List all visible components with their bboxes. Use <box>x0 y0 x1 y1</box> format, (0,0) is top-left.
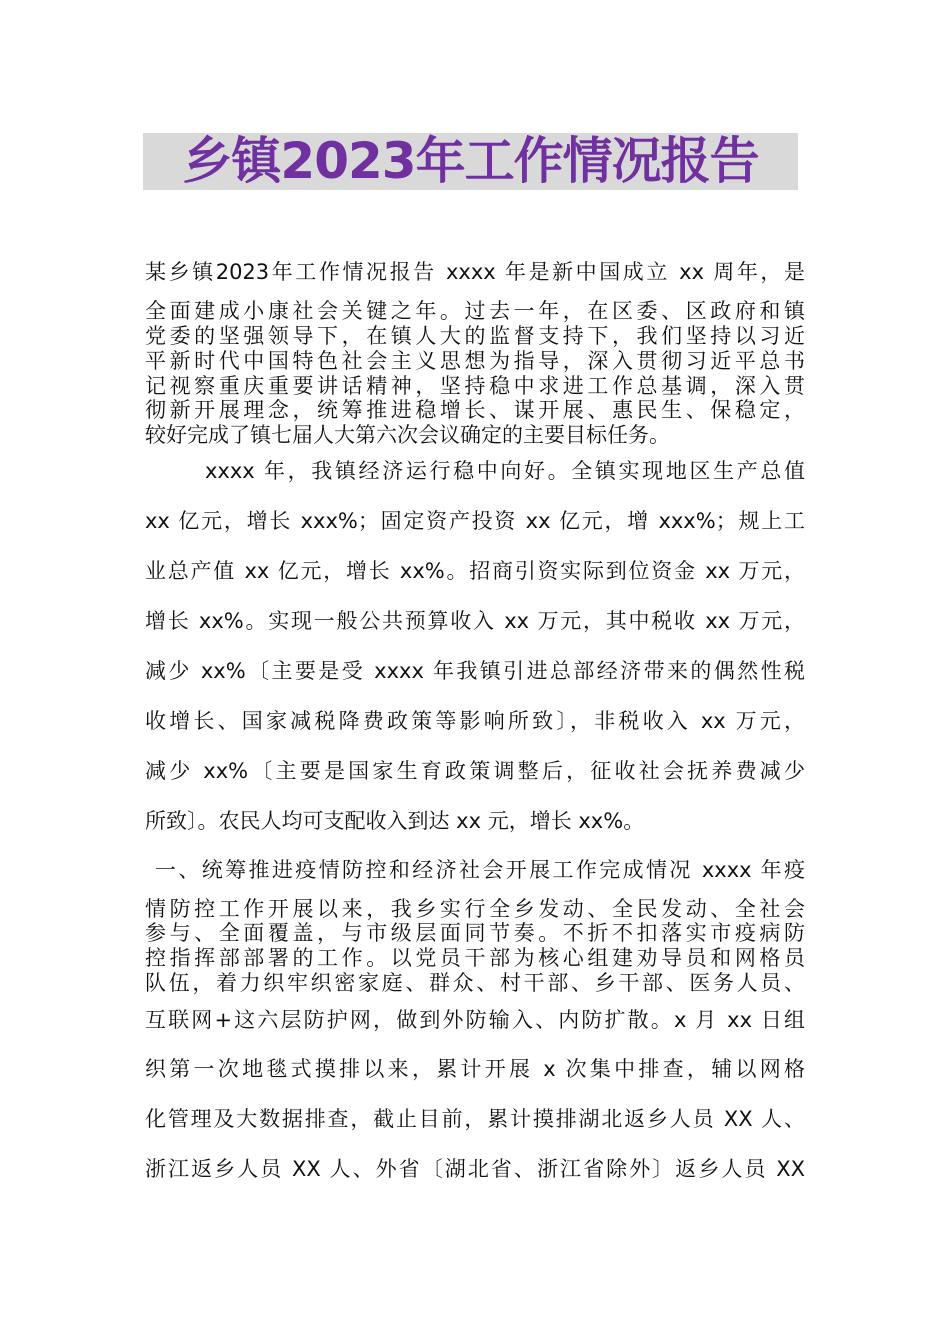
text-line: 业总产值 xx 亿元，增长 xx%。招商引资实际到位资金 xx 万元， <box>145 559 805 583</box>
text-line: xx 亿元，增长 xxx%；固定资产投资 xx 亿元，增 xxx%；规上工 <box>145 509 805 533</box>
text-line: 平新时代中国特色社会主义思想为指导，深入贯彻习近平总书 <box>145 349 805 373</box>
text-line: 参与、全面覆盖，与市级层面同节奏。不折不扣落实市疫病防 <box>145 921 805 945</box>
text-line: 彻新开展理念，统筹推进稳增长、谋开展、惠民生、保稳定， <box>145 398 805 422</box>
text-line: 互联网+这六层防护网，做到外防输入、内防扩散。x 月 xx 日组 <box>145 1008 805 1032</box>
document-title: 乡镇2023年工作情况报告 <box>143 133 798 190</box>
text-line: 某乡镇2023年工作情况报告 xxxx 年是新中国成立 xx 周年，是 <box>145 260 805 284</box>
text-line: 党委的坚强领导下，在镇人大的监督支持下，我们坚持以习近 <box>145 324 805 348</box>
text-line: 减少 xx%〔主要是受 xxxx 年我镇引进总部经济带来的偶然性税 <box>145 659 805 683</box>
text-line: 队伍，着力织牢织密家庭、群众、村干部、乡干部、医务人员、 <box>145 971 805 995</box>
text-line: 较好完成了镇七届人大第六次会议确定的主要目标任务。 <box>145 423 670 447</box>
text-line: 一、统筹推进疫情防控和经济社会开展工作完成情况 xxxx 年疫 <box>155 858 805 882</box>
text-line: 化管理及大数据排查，截止目前，累计摸排湖北返乡人员 XX 人、 <box>145 1107 805 1131</box>
text-line: 收增长、国家减税降费政策等影响所致〕，非税收入 xx 万元， <box>145 709 805 733</box>
text-line: 所致〕。农民人均可支配收入到达 xx 元，增长 xx%。 <box>145 809 645 833</box>
text-line: 控指挥部部署的工作。以党员干部为核心组建劝导员和网格员 <box>145 946 805 970</box>
text-line: 情防控工作开展以来，我乡实行全乡发动、全民发动、全社会 <box>145 897 805 921</box>
text-line: 记视察重庆重要讲话精神，坚持稳中求进工作总基调，深入贯 <box>145 374 805 398</box>
text-line: 浙江返乡人员 XX 人、外省〔湖北省、浙江省除外〕返乡人员 XX <box>145 1157 805 1181</box>
text-line: 减少 xx%〔主要是国家生育政策调整后，征收社会抚养费减少 <box>145 759 805 783</box>
text-line: xxxx 年，我镇经济运行稳中向好。全镇实现地区生产总值 <box>205 459 805 483</box>
text-line: 全面建成小康社会关键之年。过去一年，在区委、区政府和镇 <box>145 299 805 323</box>
text-line: 织第一次地毯式摸排以来，累计开展 x 次集中排查，辅以网格 <box>145 1057 805 1081</box>
text-line: 增长 xx%。实现一般公共预算收入 xx 万元，其中税收 xx 万元， <box>145 609 805 633</box>
